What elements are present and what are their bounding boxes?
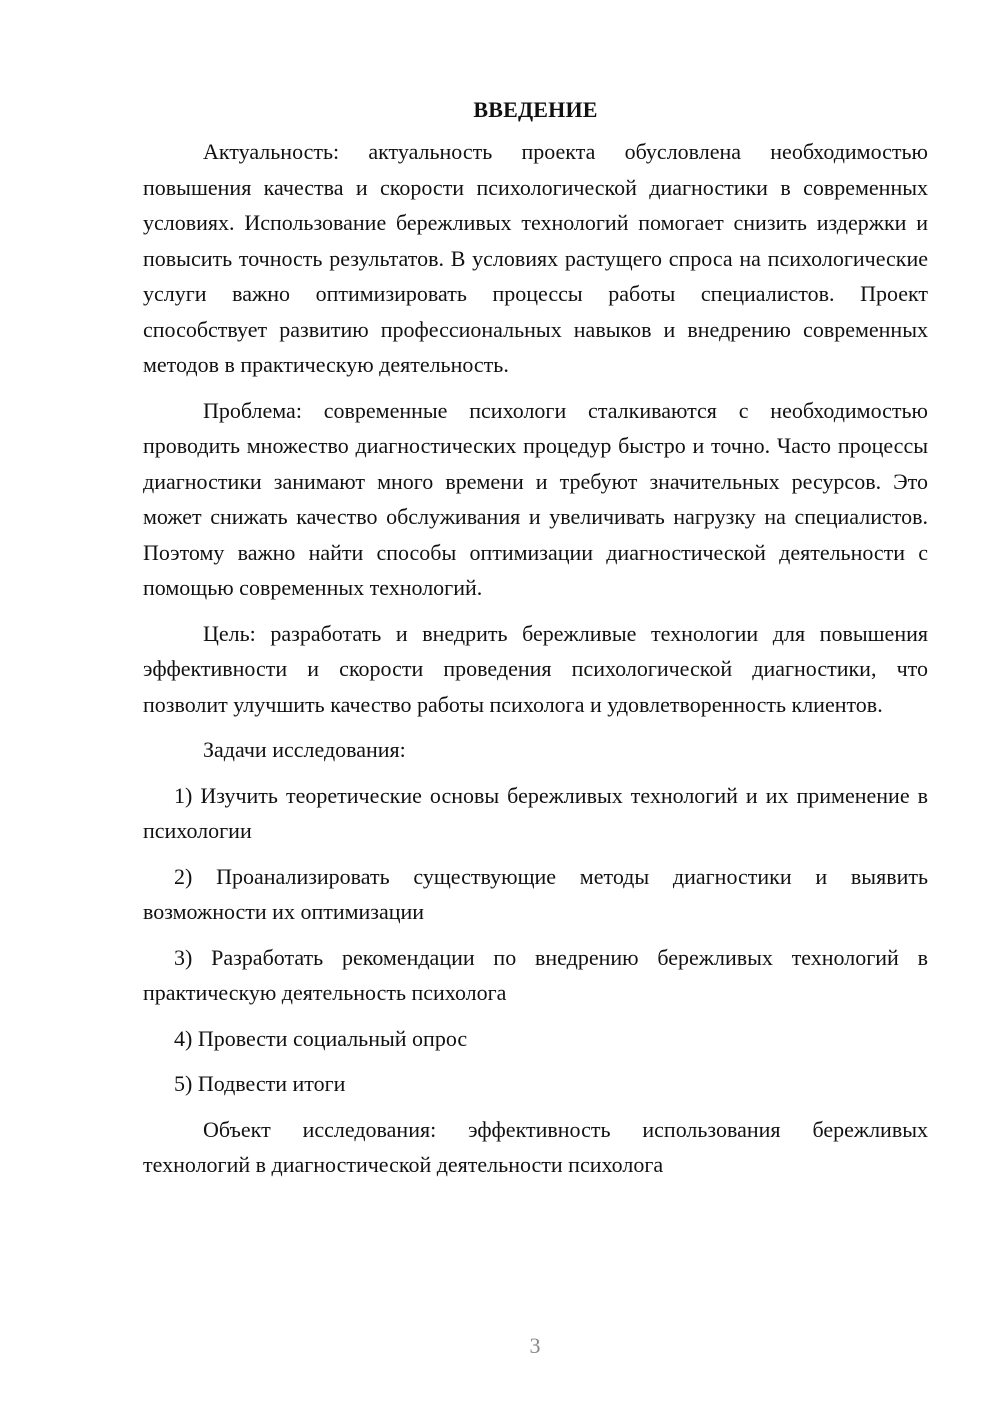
task-item-3: 3) Разработать рекомендации по внедрению бережливых технологий в практическую деятельность психолога (143, 944, 928, 1005)
task-item-5: 5) Подвести итоги (174, 1071, 346, 1096)
task-item-2: 2) Проанализировать существующие методы диагностики и выявить возможности их оптимизации (143, 863, 928, 924)
task-item-1: 1) Изучить теоретические основы бережливых технологий и их применение в психологии (143, 782, 928, 843)
page-body (143, 94, 928, 1193)
tasks-title: Задачи исследования: (203, 737, 406, 762)
goal-paragraph: Цель: разработать и внедрить бережливые технологии для повышения эффективности и скорости проведения психологической диагностики, что позволит улучшить качество работы психолога и удовлетворенность клиентов. (143, 620, 928, 717)
section-heading: ВВЕДЕНИЕ (473, 97, 598, 122)
problem-paragraph: Проблема: современные психологи сталкиваются с необходимостью проводить множество диагностических процедур быстро и точно. Часто процессы диагностики занимают много времени и требуют значительных ресурсов. Это может снижать качество обслуживания и увеличивать нагрузку на специалистов. Поэтому важно найти способы оптимизации диагностической деятельности с помощью современных технологий. (143, 397, 928, 600)
task-item-4: 4) Провести социальный опрос (174, 1025, 468, 1051)
page-number: 3 (529, 1333, 541, 1358)
object-paragraph: Объект исследования: эффективность использования бережливых технологий в диагностической деятельности психолога (143, 1116, 928, 1177)
relevance-paragraph: Актуальность: актуальность проекта обусловлена необходимостью повышения качества и скорости психологической диагностики в современных условиях. Использование бережливых технологий помогает снизить издержки и повысить точность результатов. В условиях растущего спроса на психологические услуги важно оптимизировать процессы работы специалистов. Проект способствует развитию профессиональных навыков и внедрению современных методов в практическую деятельность. (143, 139, 928, 377)
